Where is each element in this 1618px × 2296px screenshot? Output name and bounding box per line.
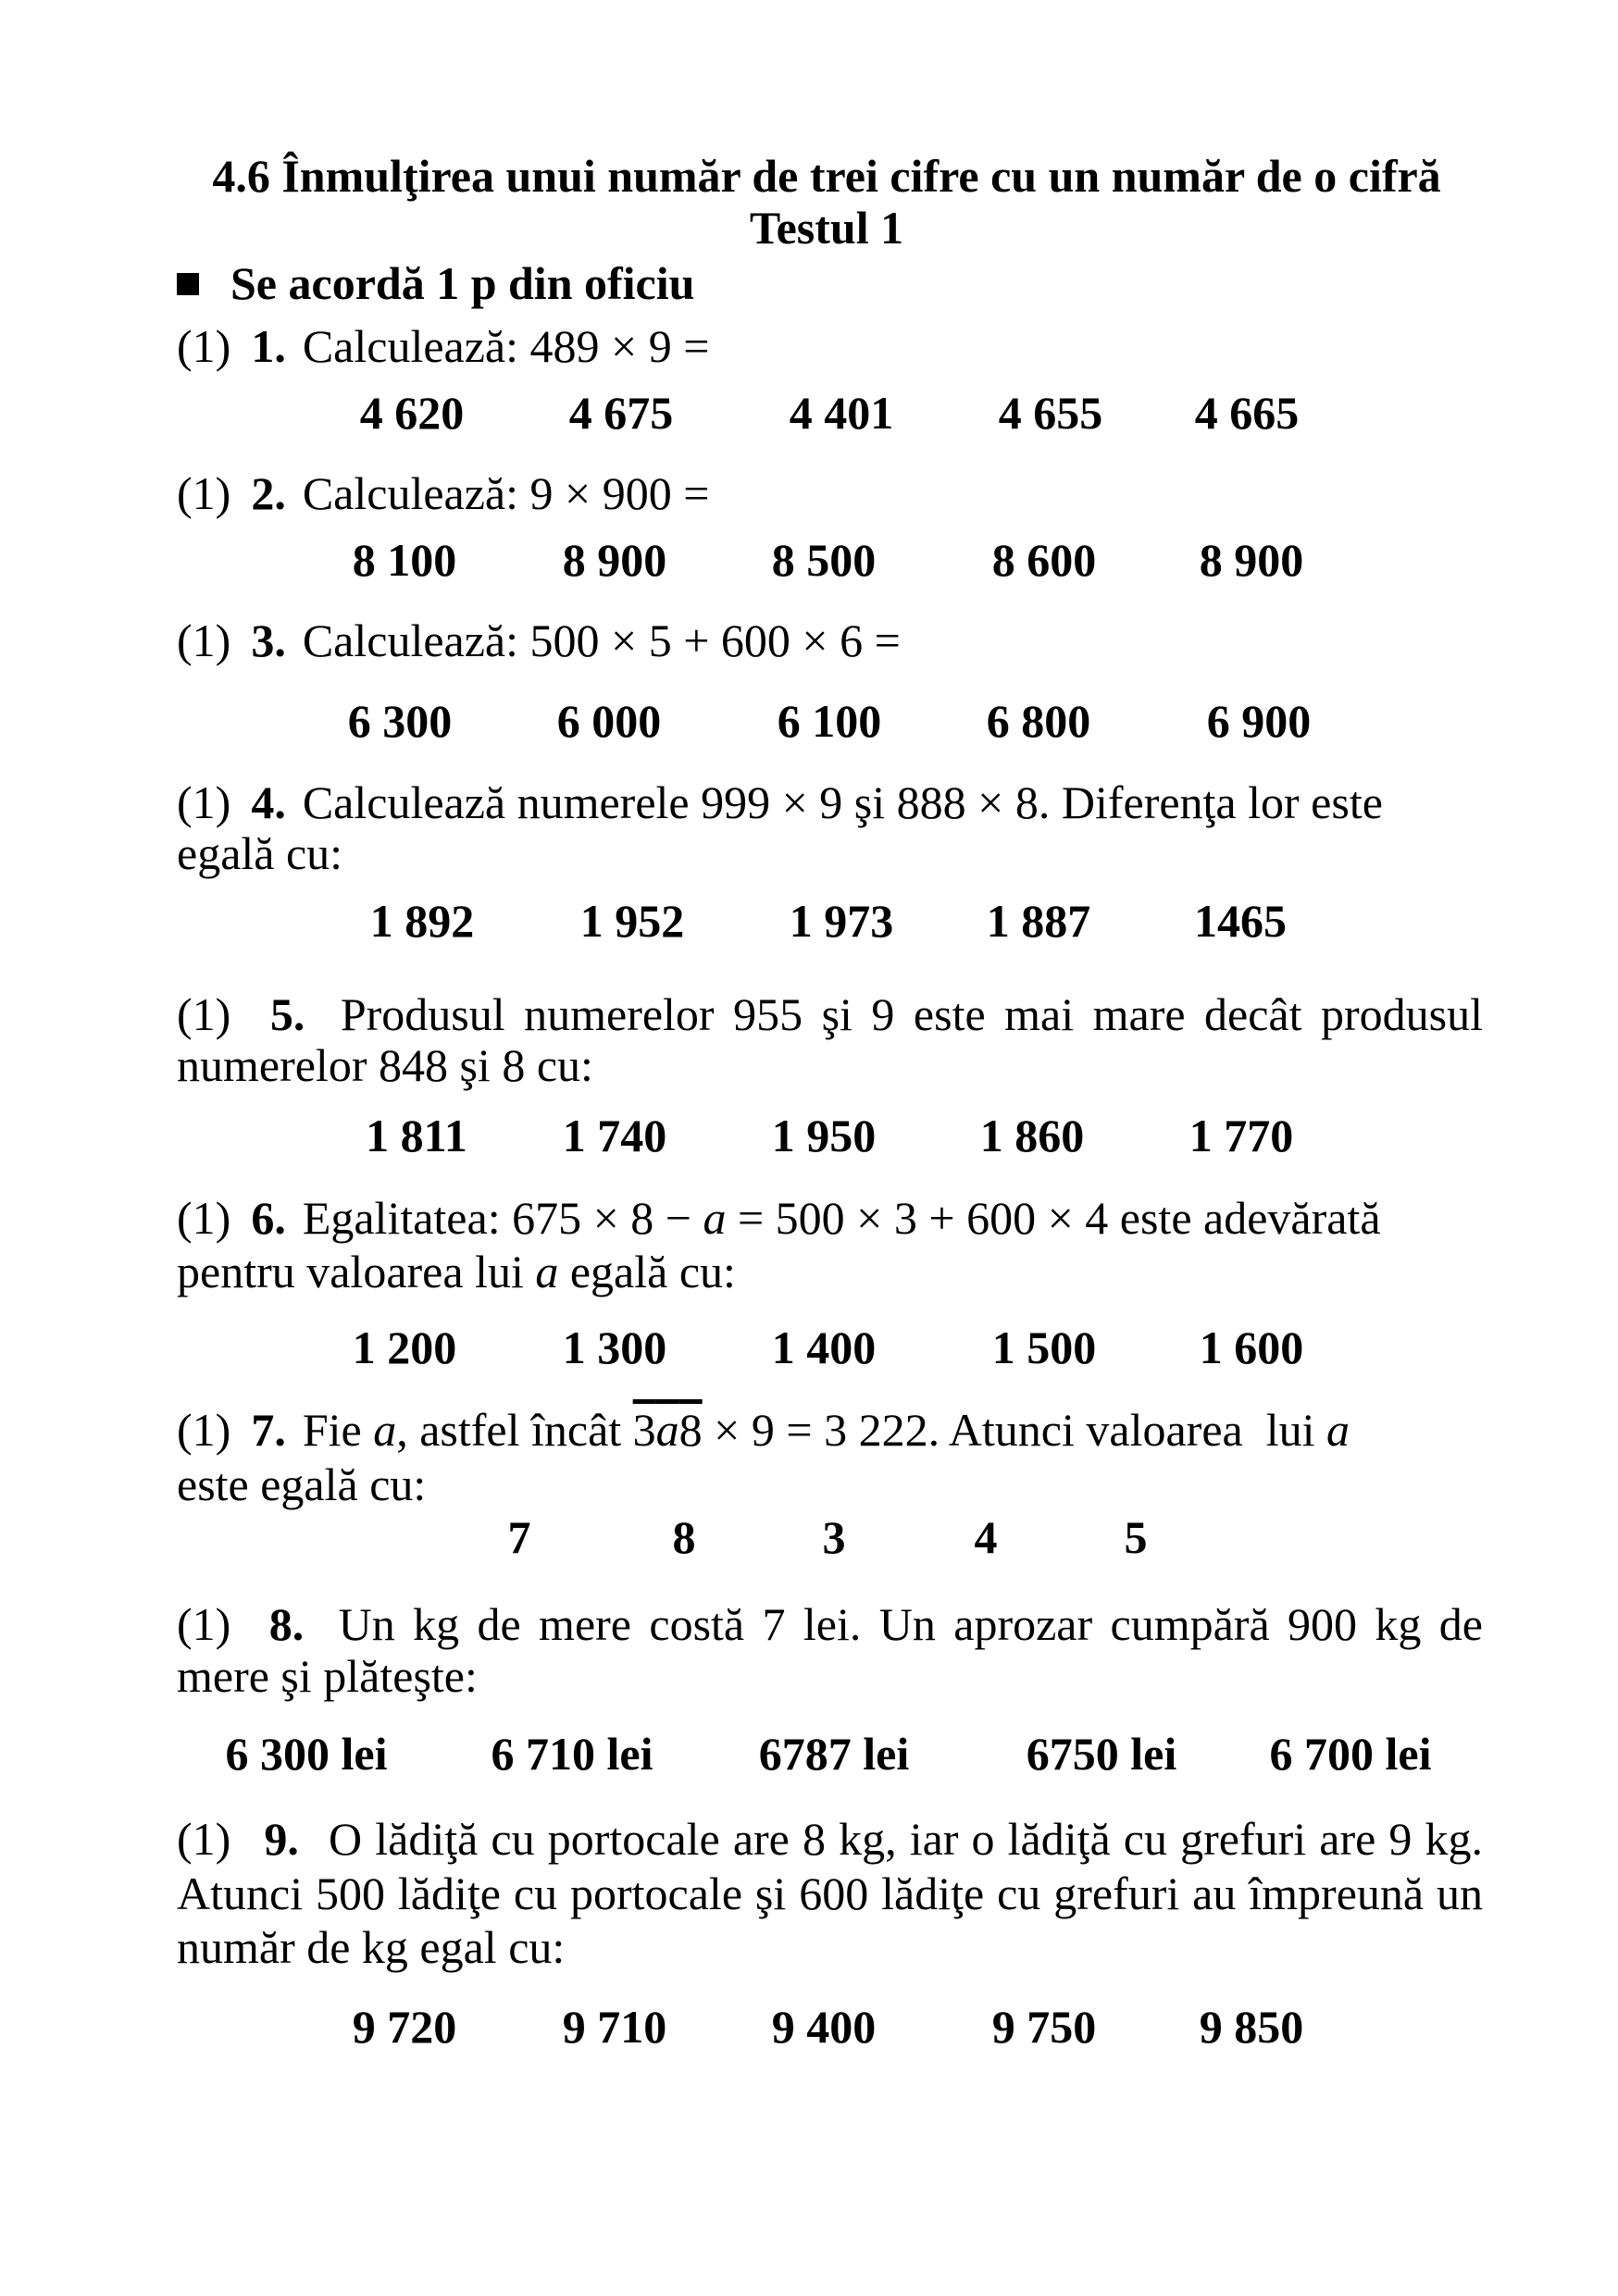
answer-option[interactable]: 1 770 [1189, 1110, 1294, 1161]
question-9-line-2: Atunci 500 lădiţe cu portocale şi 600 lădiţe cu grefuri au împreună un [177, 1868, 1483, 1919]
answer-option[interactable]: 8 500 [771, 534, 877, 586]
answer-option[interactable]: 6787 lei [758, 1728, 910, 1780]
answer-option[interactable]: 9 750 [991, 2001, 1097, 2053]
answer-option[interactable]: 1 400 [771, 1322, 877, 1373]
answer-option[interactable]: 4 655 [998, 387, 1103, 439]
question-6-line-2 [177, 1248, 1483, 1295]
answer-option[interactable]: 1 973 [789, 895, 894, 947]
bonus-note-text: Se acordă 1 p din oficiu [230, 257, 695, 309]
answer-option[interactable]: 8 [672, 1511, 696, 1563]
question-number: 2. [251, 467, 286, 519]
question-number: 4. [251, 776, 286, 828]
digit: 3 [632, 1404, 656, 1456]
question-1 [177, 320, 1483, 372]
answer-option[interactable]: 1 300 [562, 1322, 667, 1373]
answer-option[interactable]: 1 950 [771, 1110, 877, 1161]
square-bullet-icon [177, 273, 199, 295]
question-number: 7. [251, 1404, 286, 1456]
answer-option[interactable]: 1 740 [562, 1110, 667, 1161]
answer-option[interactable]: 1 860 [979, 1110, 1085, 1161]
variable-a: a [1326, 1404, 1350, 1456]
answer-option[interactable]: 1465 [1194, 895, 1287, 947]
question-points: (1) [177, 776, 231, 828]
answer-option[interactable]: 7 [507, 1511, 531, 1563]
question-6 [177, 1192, 1483, 1244]
question-text: = 500 × 3 + 600 × 4 este adevărată [726, 1192, 1381, 1244]
question-points: (1) [177, 988, 231, 1040]
question-text: Calculează: 489 × 9 = [302, 320, 710, 372]
variable-a: a [373, 1404, 397, 1456]
question-points: (1) [177, 1598, 231, 1650]
overlined-number [633, 1404, 703, 1456]
answer-option[interactable]: 1 200 [352, 1322, 457, 1373]
answer-option[interactable]: 6 300 lei [225, 1728, 388, 1780]
answer-option[interactable]: 4 665 [1194, 387, 1300, 439]
answer-option[interactable]: 8 900 [1199, 534, 1304, 586]
question-text: Fie [302, 1404, 374, 1456]
question-text: O lădiţă cu portocale are 8 kg, iar o lădiţă cu grefuri are 9 kg. [329, 1813, 1483, 1865]
question-text: Calculează: 500 × 5 + 600 × 6 = [302, 614, 901, 666]
question-points: (1) [177, 1813, 231, 1865]
question-number: 1. [251, 320, 286, 372]
answer-option[interactable]: 1 600 [1199, 1322, 1304, 1373]
question-text: , astfel încât [396, 1404, 633, 1456]
question-number: 9. [264, 1813, 299, 1865]
answer-option[interactable]: 1 887 [986, 895, 1091, 947]
answer-option[interactable]: 8 900 [562, 534, 667, 586]
test-title: Testul 1 [749, 202, 904, 254]
answer-option[interactable]: 1 811 [366, 1110, 467, 1161]
answer-option[interactable]: 6 300 [347, 695, 453, 747]
question-points: (1) [177, 320, 231, 372]
question-text: pentru valoarea lui [177, 1246, 536, 1297]
question-text: Calculează: 9 × 900 = [302, 467, 710, 519]
answer-option[interactable]: 6 000 [556, 695, 662, 747]
answer-option[interactable]: 9 850 [1199, 2001, 1304, 2053]
answer-option[interactable]: 6 800 [986, 695, 1091, 747]
question-3 [177, 614, 1483, 666]
answer-option[interactable]: 5 [1124, 1511, 1148, 1563]
question-points: (1) [177, 614, 231, 666]
question-9 [177, 1813, 1483, 1865]
question-2 [177, 467, 1483, 519]
question-text: × 9 = 3 222. Atunci valoarea lui [702, 1404, 1326, 1456]
answer-option[interactable]: 9 710 [562, 2001, 667, 2053]
question-7-line-2: este egală cu: [177, 1458, 427, 1510]
question-5 [177, 988, 1484, 1040]
bonus-note [177, 257, 1483, 309]
question-number: 6. [251, 1192, 286, 1244]
question-points: (1) [177, 467, 231, 519]
question-text: egală cu: [558, 1246, 736, 1297]
answer-option[interactable]: 6 900 [1206, 695, 1312, 747]
question-text: Egalitatea: 675 × 8 − [302, 1192, 703, 1244]
answer-option[interactable]: 6 700 lei [1269, 1728, 1432, 1780]
question-text: Produsul numerelor 955 şi 9 este mai mare decât produsul [340, 988, 1484, 1040]
answer-option[interactable]: 6 100 [777, 695, 882, 747]
question-number: 5. [269, 988, 305, 1040]
answer-option[interactable]: 4 675 [568, 387, 674, 439]
digit: 8 [678, 1404, 703, 1456]
answer-option[interactable]: 9 400 [771, 2001, 877, 2053]
answer-option[interactable]: 4 [974, 1511, 998, 1563]
question-9-line-3: număr de kg egal cu: [177, 1921, 566, 1973]
answer-option[interactable]: 8 600 [991, 534, 1097, 586]
variable-a: a [703, 1192, 727, 1244]
question-4 [177, 776, 1483, 828]
answer-option[interactable]: 1 952 [579, 895, 685, 947]
question-number: 8. [268, 1598, 305, 1650]
answer-option[interactable]: 6750 lei [1026, 1728, 1177, 1780]
answer-option[interactable]: 4 401 [789, 387, 894, 439]
answer-option[interactable]: 3 [822, 1511, 846, 1563]
question-text: Calculează numerele 999 × 9 şi 888 × 8. Diferenţa lor este [302, 776, 1383, 828]
answer-option[interactable]: 4 620 [359, 387, 465, 439]
question-7 [177, 1404, 1483, 1456]
question-points: (1) [177, 1192, 231, 1244]
answer-option[interactable]: 1 500 [991, 1322, 1097, 1373]
question-5-line-2: numerelor 848 şi 8 cu: [177, 1039, 593, 1091]
question-8 [177, 1598, 1483, 1650]
question-text: Un kg de mere costă 7 lei. Un aprozar cumpără 900 kg de [338, 1598, 1483, 1650]
variable-a: a [655, 1404, 679, 1456]
answer-option[interactable]: 9 720 [352, 2001, 457, 2053]
answer-option[interactable]: 8 100 [352, 534, 457, 586]
question-number: 3. [251, 614, 286, 666]
answer-option[interactable]: 1 892 [369, 895, 475, 947]
question-4-line-2: egală cu: [177, 827, 343, 879]
answer-option[interactable]: 6 710 lei [491, 1728, 653, 1780]
question-points: (1) [177, 1404, 231, 1456]
question-8-line-2: mere şi plăteşte: [177, 1650, 478, 1702]
variable-a: a [535, 1246, 559, 1297]
page-title: 4.6 Înmulţirea unui număr de trei cifre cu un număr de o cifră [212, 150, 1441, 202]
